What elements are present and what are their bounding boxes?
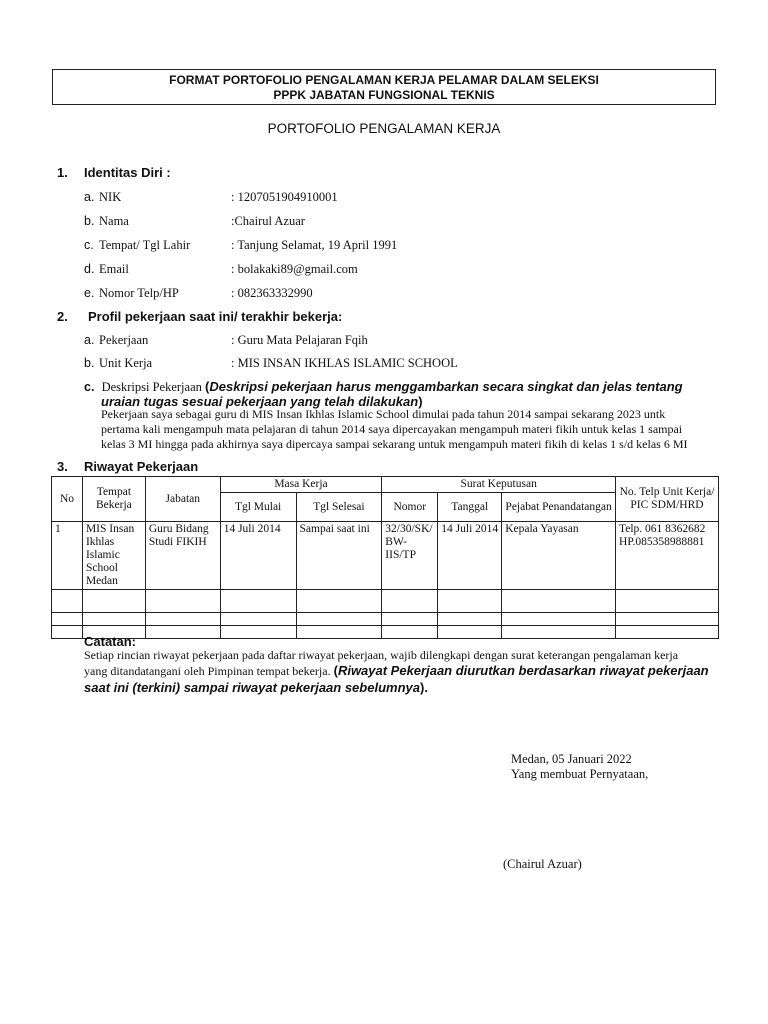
notes-bold-1: Riwayat Pekerjaan diurutkan berdasarkan riwayat pekerjaan bbox=[337, 663, 709, 678]
description-text-2: pertama kali mengampuh mata pelajaran di tahun 2014 saya dipercayakan mengampuh materi fikih untuk kelas 1 sampai bbox=[101, 422, 683, 436]
identity-label-email: Email bbox=[99, 262, 129, 276]
profile-letter-c: c. bbox=[84, 380, 95, 394]
description-label: Deskripsi Pekerjaan bbox=[101, 380, 202, 394]
document-title: PORTOFOLIO PENGALAMAN KERJA bbox=[267, 121, 501, 136]
identity-value-phone: : 082363332990 bbox=[231, 286, 313, 300]
identity-label-nik: NIK bbox=[99, 190, 122, 204]
section-2-number: 2. bbox=[57, 309, 68, 324]
header-pejabat: Pejabat Penandatangan bbox=[502, 493, 616, 522]
cell-tanggal: 14 Juli 2014 bbox=[438, 522, 502, 590]
identity-value-email: : bolakaki89@gmail.com bbox=[231, 262, 358, 276]
identity-letter-d: d. bbox=[84, 262, 95, 276]
profile-label-unit: Unit Kerja bbox=[99, 356, 153, 370]
signature-name: (Chairul Azuar) bbox=[503, 857, 582, 871]
section-2-heading: Profil pekerjaan saat ini/ terakhir bekerja: bbox=[88, 309, 343, 324]
header-tempat: Tempat Bekerja bbox=[82, 477, 145, 522]
document-header-box bbox=[52, 69, 716, 105]
table-row-empty bbox=[52, 613, 719, 626]
cell-no: 1 bbox=[52, 522, 83, 590]
profile-letter-b: b. bbox=[84, 356, 95, 370]
header-tgl-mulai: Tgl Mulai bbox=[220, 493, 296, 522]
header-jabatan: Jabatan bbox=[145, 477, 220, 522]
notes-line-3 bbox=[84, 679, 428, 697]
notes-text-2: yang ditandatangani oleh Pimpinan tempat bekerja. bbox=[84, 664, 334, 678]
identity-label-phone: Nomor Telp/HP bbox=[99, 286, 179, 300]
header-line-1: FORMAT PORTOFOLIO PENGALAMAN KERJA PELAMAR DALAM SELEKSI bbox=[169, 73, 599, 87]
header-surat-keputusan: Surat Keputusan bbox=[382, 477, 616, 493]
header-no-telp: No. Telp Unit Kerja/ PIC SDM/HRD bbox=[616, 477, 719, 522]
cell-tgl-mulai: 14 Juli 2014 bbox=[220, 522, 296, 590]
notes-heading: Catatan: bbox=[84, 634, 137, 649]
identity-letter-a: a. bbox=[84, 190, 95, 204]
header-no: No bbox=[52, 477, 83, 522]
description-text-1: Pekerjaan saya sebagai guru di MIS Insan Ikhlas Islamic School dimulai pada tahun 2014 sampai sekarang 2023 untk bbox=[101, 407, 666, 421]
table-row-empty bbox=[52, 590, 719, 613]
description-open-paren: ( bbox=[205, 379, 210, 394]
header-masa-kerja: Masa Kerja bbox=[220, 477, 382, 493]
description-instruction-2: uraian tugas sesuai pekerjaan yang telah dilakukan bbox=[101, 394, 419, 409]
work-history-table bbox=[51, 476, 719, 639]
cell-tgl-selesai: Sampai saat ini bbox=[296, 522, 382, 590]
profile-value-pekerjaan: : Guru Mata Pelajaran Fqih bbox=[231, 333, 368, 347]
notes-bold-close: ). bbox=[419, 680, 428, 695]
table-row bbox=[52, 522, 719, 590]
signature-place-date: Medan, 05 Januari 2022 bbox=[511, 752, 632, 766]
identity-letter-b: b. bbox=[84, 214, 95, 228]
profile-letter-a: a. bbox=[84, 333, 95, 347]
section-3-number: 3. bbox=[57, 459, 68, 474]
cell-tempat: MIS Insan Ikhlas Islamic School Medan bbox=[82, 522, 145, 590]
identity-letter-c: c. bbox=[84, 238, 94, 252]
profile-value-unit: : MIS INSAN IKHLAS ISLAMIC SCHOOL bbox=[231, 356, 458, 370]
notes-bold-2: saat ini (terkini) sampai riwayat pekerjaan sebelumnya bbox=[84, 680, 420, 695]
identity-value-nama: :Chairul Azuar bbox=[231, 214, 305, 228]
identity-value-ttl: : Tanjung Selamat, 19 April 1991 bbox=[231, 238, 398, 252]
cell-jabatan: Guru Bidang Studi FIKIH bbox=[145, 522, 220, 590]
notes-bold-open: ( bbox=[333, 663, 338, 678]
section-1-number: 1. bbox=[57, 165, 68, 180]
signature-maker: Yang membuat Pernyataan, bbox=[511, 767, 649, 781]
identity-value-nik: : 1207051904910001 bbox=[231, 190, 338, 204]
identity-letter-e: e. bbox=[84, 286, 95, 300]
header-tgl-selesai: Tgl Selesai bbox=[296, 493, 382, 522]
table-header-row-1 bbox=[52, 477, 719, 493]
description-text-3: kelas 3 MI hingga pada akhirnya saya dipercaya sampai sekarang untuk mengampuh materi fikih di kelas 1 s/d kelas 6 MI bbox=[101, 437, 688, 451]
section-1-heading: Identitas Diri : bbox=[84, 165, 171, 180]
identity-label-nama: Nama bbox=[99, 214, 129, 228]
cell-telp: Telp. 061 8362682 HP.085358988881 bbox=[616, 522, 719, 590]
profile-label-pekerjaan: Pekerjaan bbox=[99, 333, 149, 347]
section-3-heading: Riwayat Pekerjaan bbox=[84, 459, 199, 474]
table-row-empty bbox=[52, 626, 719, 639]
notes-text-1: Setiap rincian riwayat pekerjaan pada daftar riwayat pekerjaan, wajib dilengkapi dengan surat keterangan pengalaman kerja bbox=[84, 648, 679, 662]
cell-pejabat: Kepala Yayasan bbox=[502, 522, 616, 590]
header-nomor: Nomor bbox=[382, 493, 438, 522]
description-instruction-1: Deskripsi pekerjaan harus menggambarkan secara singkat dan jelas tentang bbox=[209, 379, 683, 394]
cell-nomor: 32/30/SK/ BW-IIS/TP bbox=[382, 522, 438, 590]
header-tanggal: Tanggal bbox=[438, 493, 502, 522]
notes-line-2 bbox=[84, 662, 709, 680]
identity-label-ttl: Tempat/ Tgl Lahir bbox=[99, 238, 191, 252]
header-line-2: PPPK JABATAN FUNGSIONAL TEKNIS bbox=[273, 88, 495, 102]
description-close-paren: ) bbox=[418, 394, 423, 409]
